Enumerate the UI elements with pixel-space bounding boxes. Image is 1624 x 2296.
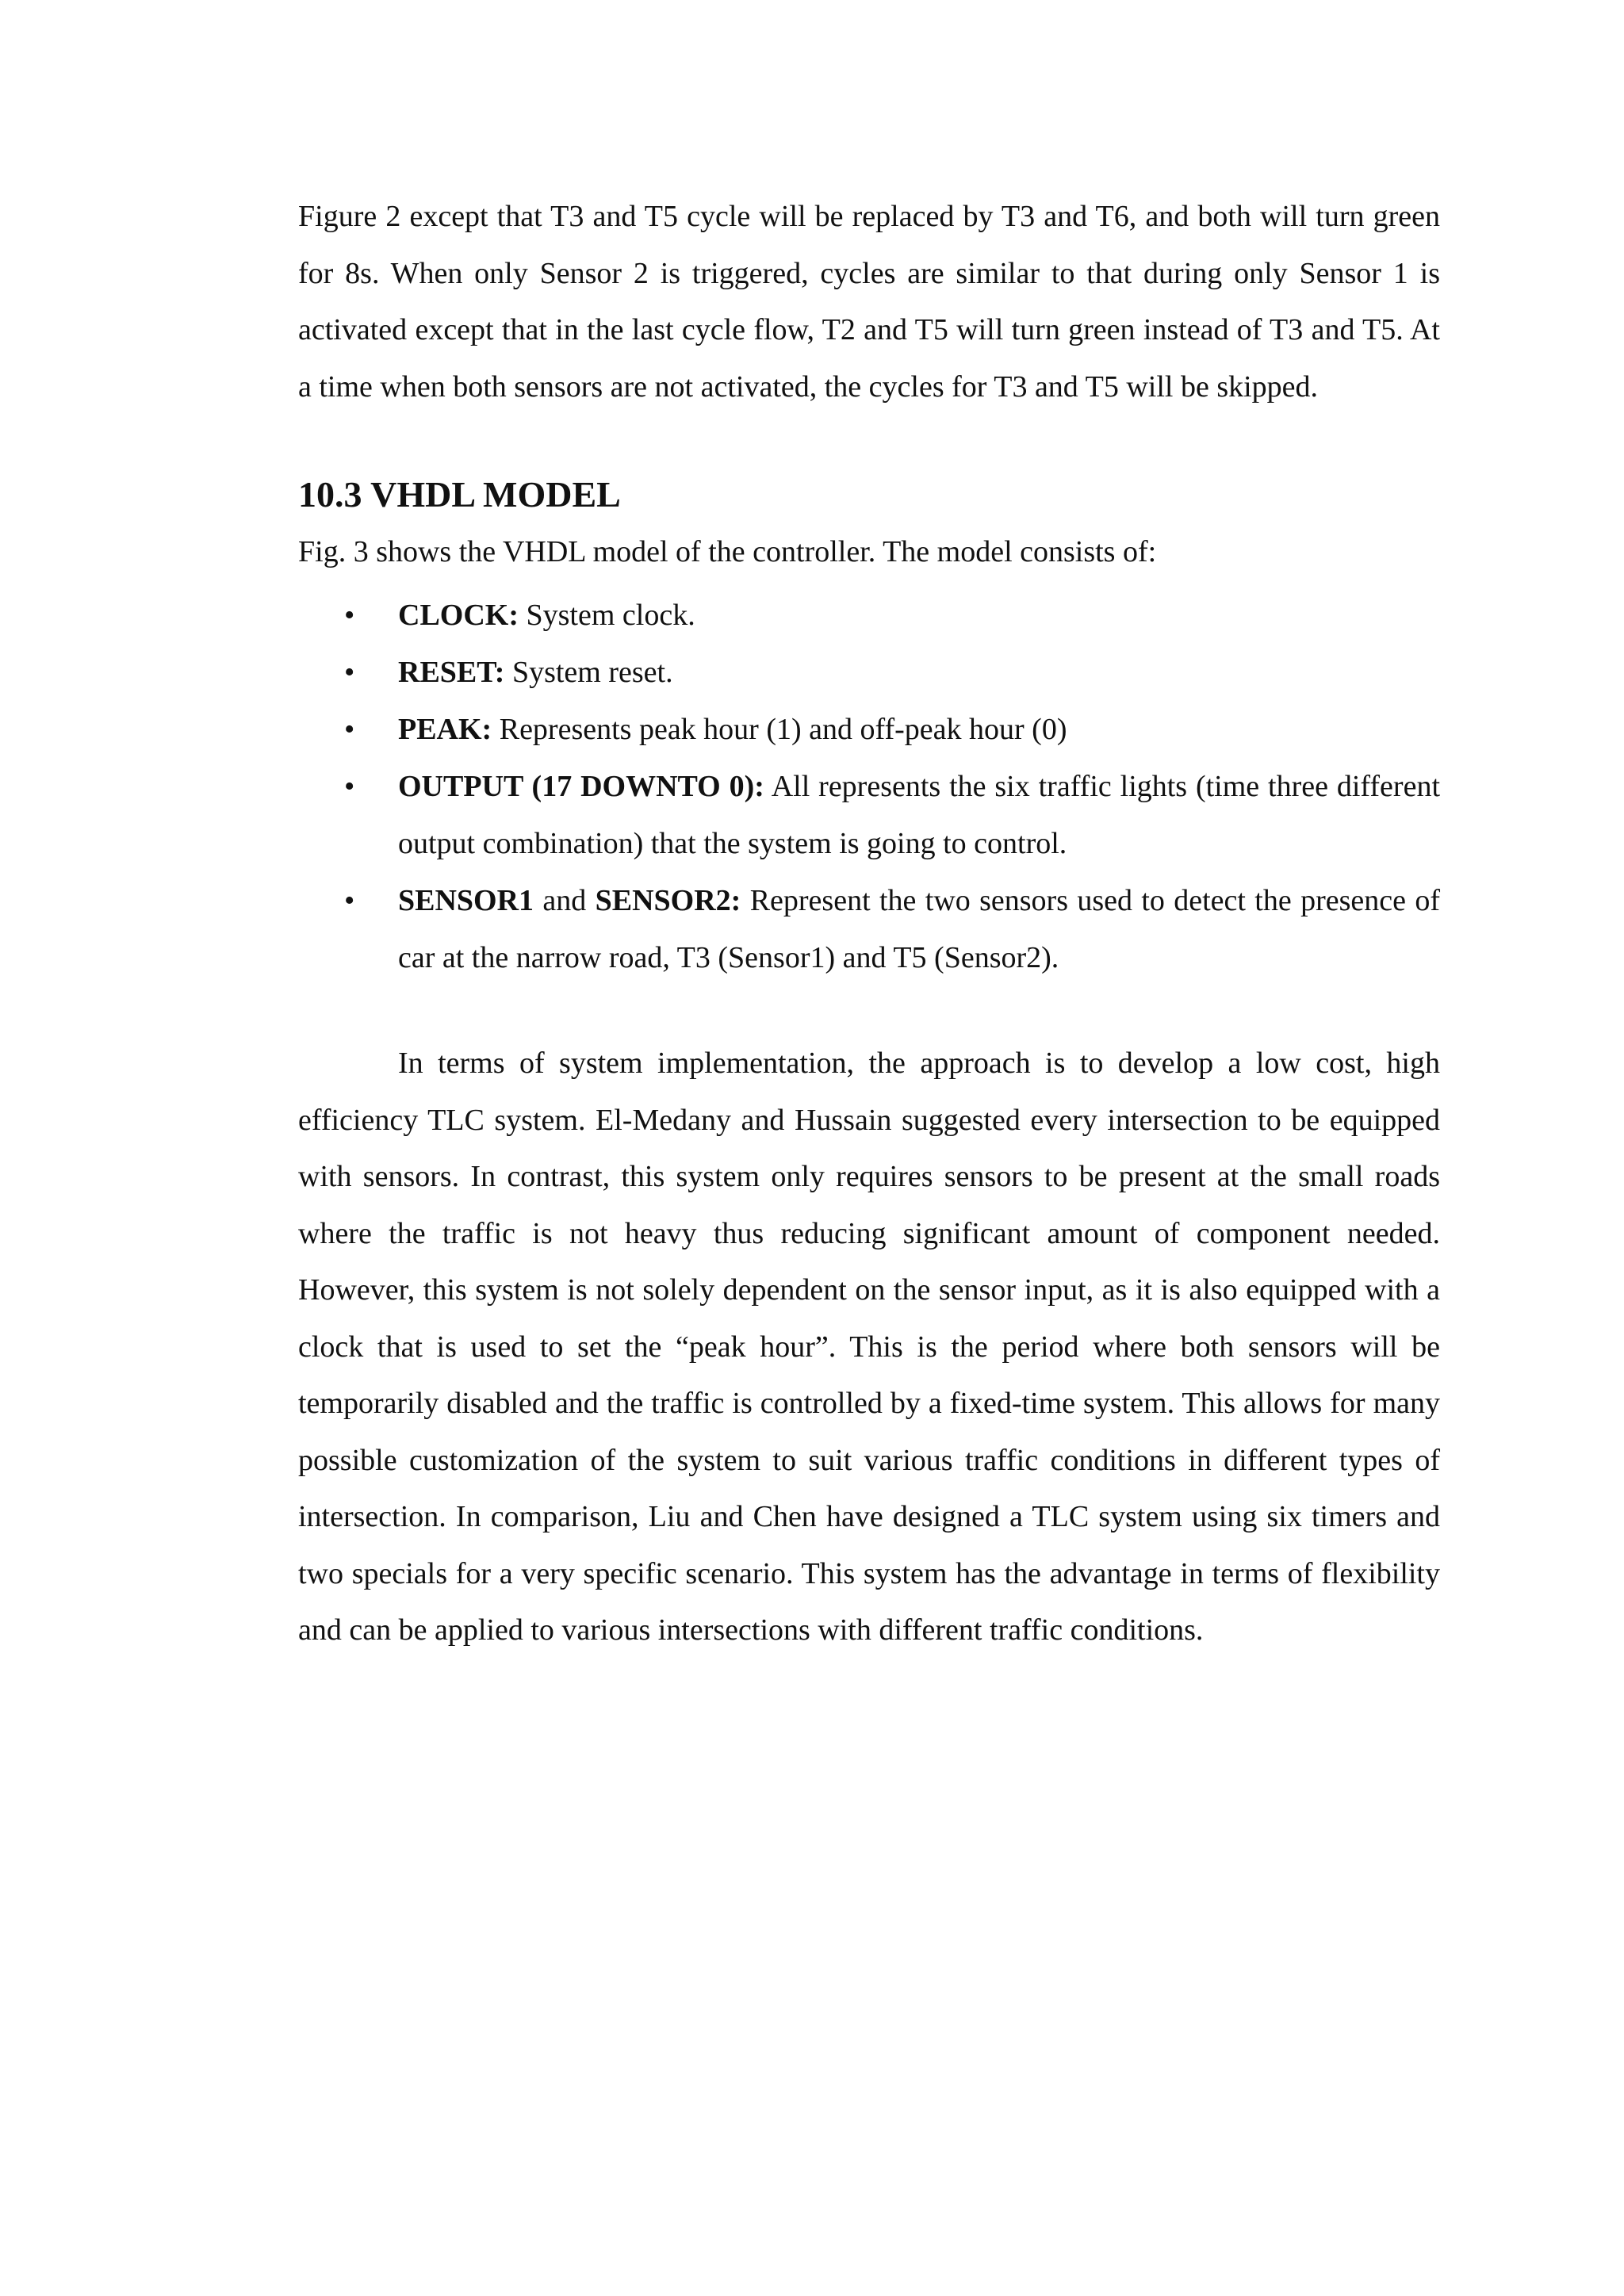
bullet-dot-icon: • <box>344 884 355 917</box>
paragraph-bottom: In terms of system implementation, the approach is to develop a low cost, high efficiency TLC system. El-Medany and Hussain suggested every intersection to be equipped with sensors. In contrast, this system only requires sensors to be present at the small roads where the traffic is not heavy thus reducing significant amount of component needed. However, this system is not solely dependent on the sensor input, as it is also equipped with a clock that is used to set the “peak hour”. This is the period where both sensors will be temporarily disabled and the traffic is controlled by a fixed-time system. This allows for many possible customization of the system to suit various traffic conditions in different types of intersection. In comparison, Liu and Chen have designed a TLC system using six timers and two specials for a very specific scenario. This system has the advantage in terms of flexibility and can be applied to various intersections with different traffic conditions. <box>298 1047 1440 1647</box>
bullet-item-output <box>298 758 1440 872</box>
bullet-text: Represent the two sensors used to detect the presence of car at the narrow road, T3 (Sensor1) and T5 (Sensor2). <box>398 884 1440 974</box>
bullet-list <box>298 587 1440 986</box>
section-heading: 10.3 VHDL MODEL <box>298 474 621 515</box>
bullet-term-second: SENSOR2: <box>595 884 741 917</box>
bullet-term: RESET: <box>398 656 505 689</box>
bullet-text: System reset. <box>504 656 673 689</box>
bullet-dot-icon: • <box>344 656 355 689</box>
intro-line: Fig. 3 shows the VHDL model of the controller. The model consists of: <box>298 535 1157 568</box>
bullet-connector: and <box>534 884 596 917</box>
bullet-text: Represents peak hour (1) and off-peak hour (0) <box>492 713 1067 746</box>
document-page <box>298 189 1440 1659</box>
bullet-item-reset <box>298 644 1440 701</box>
bullet-item-sensors <box>298 872 1440 986</box>
bullet-item-peak <box>298 701 1440 758</box>
bullet-term: PEAK: <box>398 713 492 746</box>
bullet-dot-icon: • <box>344 770 355 803</box>
bullet-item-clock <box>298 587 1440 644</box>
bullet-text: System clock. <box>519 599 695 632</box>
bullet-term: OUTPUT (17 DOWNTO 0): <box>398 770 764 803</box>
paragraph-top: Figure 2 except that T3 and T5 cycle will be replaced by T3 and T6, and both will turn green for 8s. When only Sensor 2 is triggered, cycles are similar to that during only Sensor 1 is activated except that in the last cycle flow, T2 and T5 will turn green instead of T3 and T5. At a time when both sensors are not activated, the cycles for T3 and T5 will be skipped. <box>298 200 1440 404</box>
bullet-text: All represents the six traffic lights (time three different output combination) that the system is going to control. <box>398 770 1441 860</box>
bullet-term: CLOCK: <box>398 599 519 632</box>
bullet-dot-icon: • <box>344 713 355 746</box>
bullet-dot-icon: • <box>344 599 355 632</box>
bullet-term: SENSOR1 <box>398 884 534 917</box>
